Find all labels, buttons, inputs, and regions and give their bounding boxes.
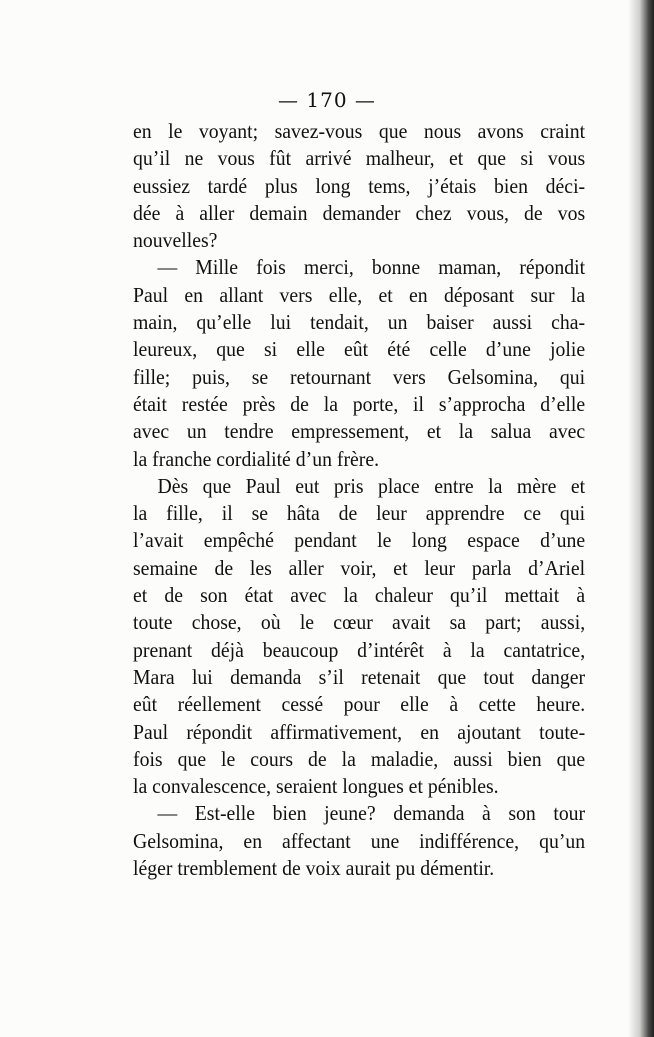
text-line: Mara lui demanda s’il retenait que tout danger <box>133 664 586 689</box>
text-line: — Mille fois merci, bonne maman, répondit <box>157 255 586 280</box>
text-line: était restée près de la porte, il s’approcha d’elle <box>133 391 586 416</box>
text-line: toute chose, où le cœur avait sa part; aussi, <box>133 610 586 635</box>
text-line: la convalescence, seraient longues et pénibles. <box>133 774 499 799</box>
text-line: dée à aller demain demander chez vous, de vos <box>133 200 586 225</box>
text-line: et de son état avec la chaleur qu’il mettait à <box>133 583 586 608</box>
text-line: qu’il ne vous fût arrivé malheur, et que si vous <box>133 146 586 171</box>
text-line: — Est-elle bien jeune? demanda à son tour <box>157 801 586 826</box>
text-line: prenant déjà beaucoup d’intérêt à la cantatrice, <box>133 637 586 662</box>
text-line: fille; puis, se retournant vers Gelsomina, qui <box>133 364 586 389</box>
text-line: eussiez tardé plus long tems, j’étais bien déci- <box>133 173 586 198</box>
text-line: l’avait empêché pendant le long espace d’une <box>133 528 586 553</box>
text-line: nouvelles? <box>133 228 218 253</box>
text-line: la franche cordialité d’un frère. <box>133 446 380 471</box>
body-text <box>133 118 586 882</box>
text-line: avec un tendre empressement, et la salua avec <box>133 419 586 444</box>
text-line: main, qu’elle lui tendait, un baiser aussi cha- <box>133 310 586 335</box>
text-line: semaine de les aller voir, et leur parla d’Ariel <box>133 555 586 580</box>
text-line: leureux, que si elle eût été celle d’une jolie <box>133 337 586 362</box>
text-line: Dès que Paul eut pris place entre la mère et <box>157 473 586 498</box>
text-line: eût réellement cessé pour elle à cette heure. <box>133 692 586 717</box>
text-line: Paul répondit affirmativement, en ajoutant toute- <box>133 719 586 744</box>
text-line: léger tremblement de voix aurait pu démentir. <box>133 856 495 881</box>
text-line: Gelsomina, en affectant une indifférence, qu’un <box>133 828 586 853</box>
page-number: — 170 — <box>278 88 376 112</box>
page-edge-shadow <box>628 0 654 1037</box>
text-line: Paul en allant vers elle, et en déposant sur la <box>133 282 586 307</box>
text-line: en le voyant; savez-vous que nous avons craint <box>133 119 586 143</box>
text-line: la fille, il se hâta de leur apprendre ce qui <box>133 501 586 526</box>
text-line: fois que le cours de la maladie, aussi bien que <box>133 746 586 771</box>
